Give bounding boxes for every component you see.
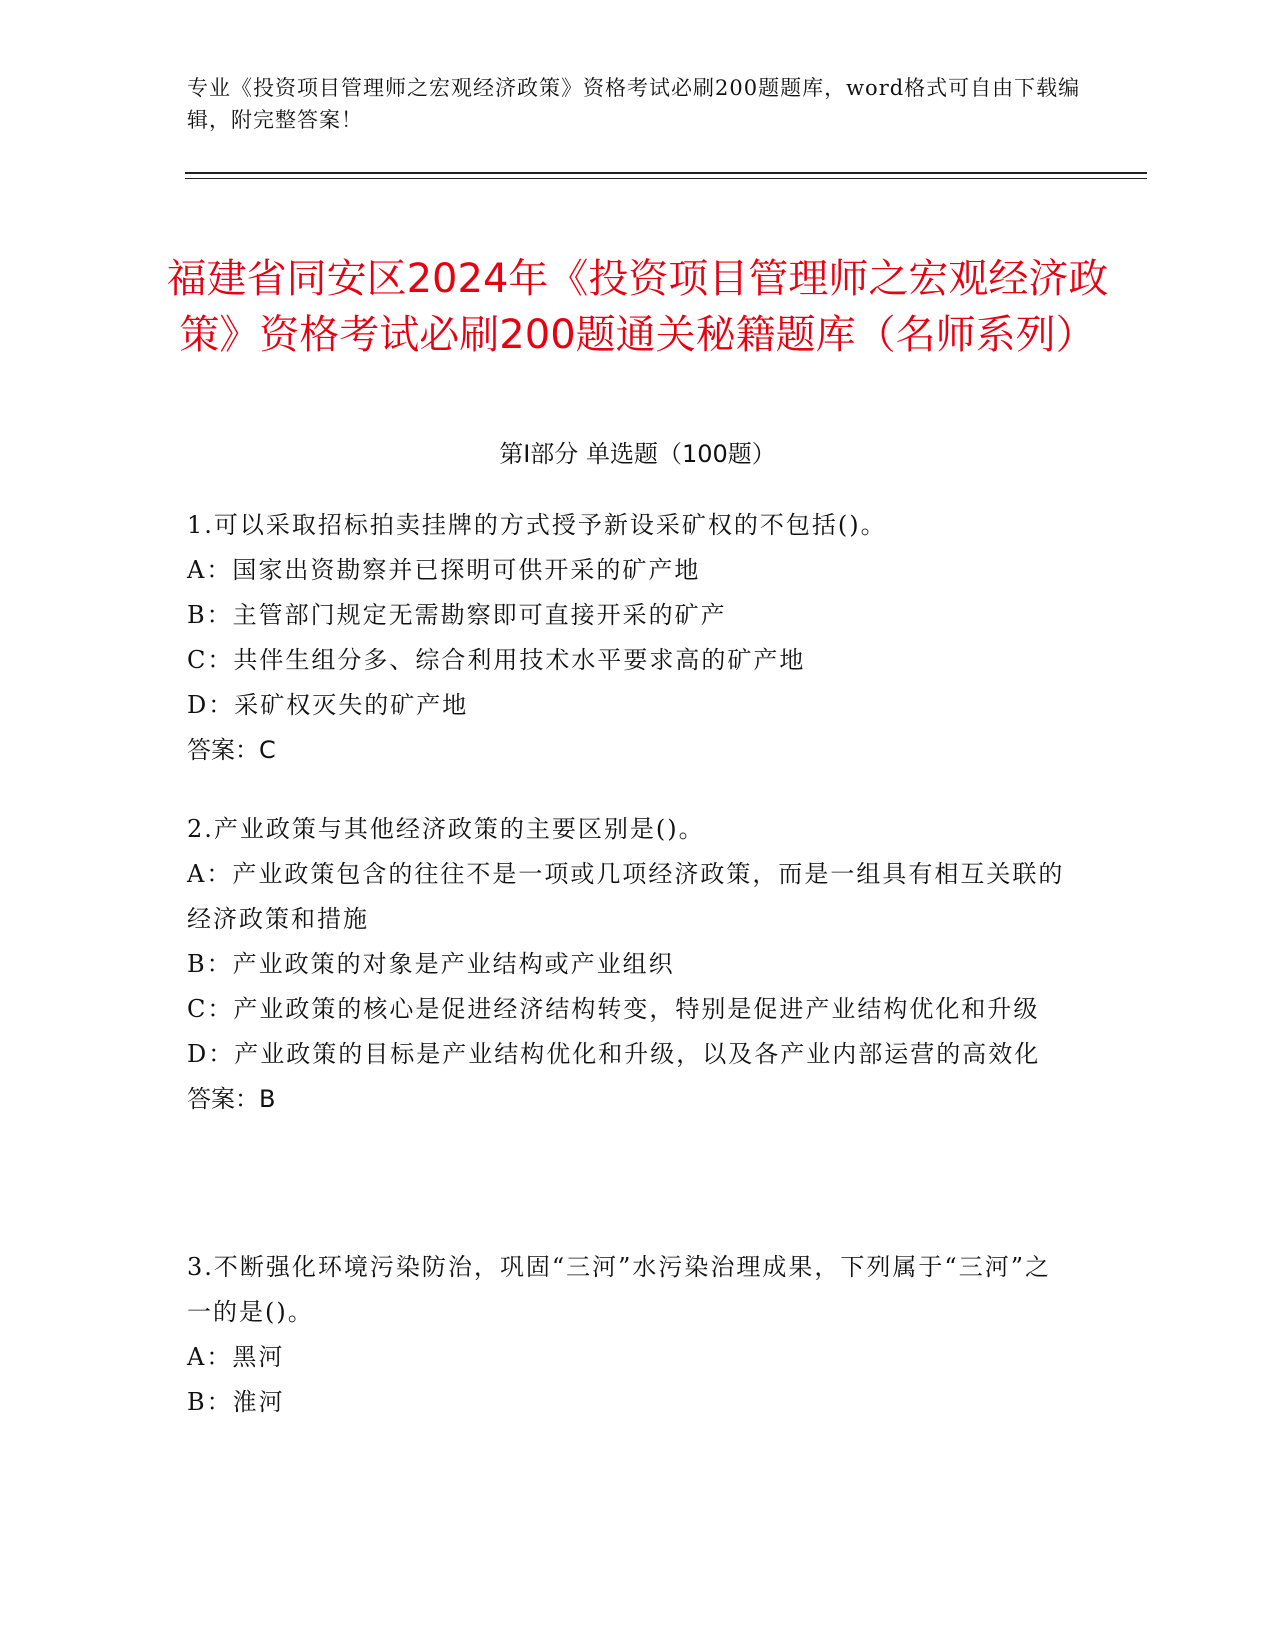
question-2 — [187, 807, 1067, 1122]
header-divider — [185, 172, 1147, 174]
option-a: A：国家出资勘察并已探明可供开采的矿产地 — [187, 556, 701, 584]
option-d: D：采矿权灭失的矿产地 — [187, 691, 469, 719]
header-divider-thin — [185, 178, 1147, 179]
option-c: C：产业政策的核心是促进经济结构转变，特别是促进产业结构优化和升级 — [187, 995, 1040, 1023]
option-b: B：主管部门规定无需勘察即可直接开采的矿产 — [187, 601, 727, 629]
option-b: B：淮河 — [187, 1388, 285, 1416]
intro-text: 专业《投资项目管理师之宏观经济政策》资格考试必刷200题题库，word格式可自由下载编辑，附完整答案！ — [187, 76, 1081, 132]
document-title: 福建省同安区2024年《投资项目管理师之宏观经济政策》资格考试必刷200题通关秘籍题库（名师系列） — [166, 255, 1109, 358]
option-b: B：产业政策的对象是产业结构或产业组织 — [187, 950, 675, 978]
section-heading: 第Ⅰ部分 单选题（100题） — [499, 440, 776, 468]
option-a: A：黑河 — [187, 1343, 285, 1371]
question-stem: 1.可以采取招标拍卖挂牌的方式授予新设采矿权的不包括()。 — [187, 511, 887, 539]
option-a: A：产业政策包含的往往不是一项或几项经济政策，而是一组具有相互关联的经济政策和措施 — [187, 860, 1065, 933]
question-3 — [187, 1245, 1067, 1425]
question-stem: 3.不断强化环境污染防治，巩固“三河”水污染治理成果，下列属于“三河”之一的是()。 — [187, 1253, 1051, 1326]
answer: 答案：B — [187, 1085, 276, 1113]
option-d: D：产业政策的目标是产业结构优化和升级，以及各产业内部运营的高效化 — [187, 1040, 1041, 1068]
question-1 — [187, 503, 1067, 773]
question-stem: 2.产业政策与其他经济政策的主要区别是()。 — [187, 815, 705, 843]
answer: 答案：C — [187, 736, 276, 764]
option-c: C：共伴生组分多、综合利用技术水平要求高的矿产地 — [187, 646, 806, 674]
